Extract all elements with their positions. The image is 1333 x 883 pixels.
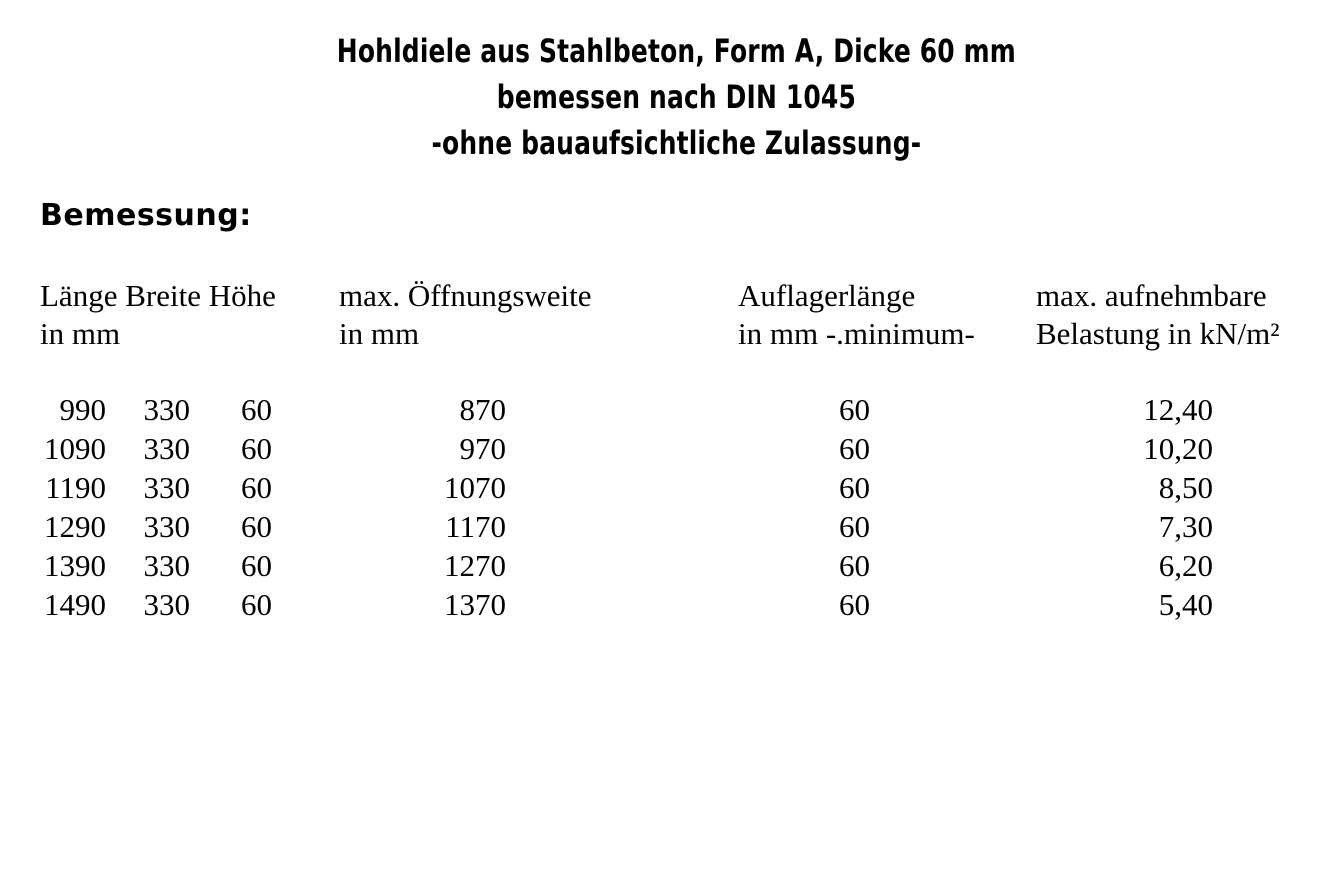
cell-width: 330 bbox=[143, 587, 190, 622]
cell-load: 7,30 bbox=[1158, 509, 1213, 544]
cell-height: 60 bbox=[241, 470, 272, 505]
title-line-2: bemessen nach DIN 1045 bbox=[496, 78, 856, 116]
title-line-3: -ohne bauaufsichtliche Zulassung- bbox=[431, 124, 922, 162]
cell-length: 1390 bbox=[44, 548, 106, 583]
header-support-length bbox=[738, 277, 975, 353]
cell-width: 330 bbox=[143, 548, 190, 583]
cell-length: 1090 bbox=[44, 431, 106, 466]
header-dimensions bbox=[40, 277, 276, 353]
cell-support: 60 bbox=[839, 392, 870, 427]
table-row bbox=[0, 469, 1333, 508]
cell-opening: 1170 bbox=[445, 509, 506, 544]
cell-height: 60 bbox=[241, 431, 272, 466]
table-row bbox=[0, 508, 1333, 547]
cell-length: 990 bbox=[59, 392, 106, 427]
header-dimensions-label: Länge Breite Höhe bbox=[40, 278, 276, 313]
cell-height: 60 bbox=[241, 392, 272, 427]
cell-length: 1490 bbox=[44, 587, 106, 622]
cell-load: 10,20 bbox=[1143, 431, 1213, 466]
cell-length: 1290 bbox=[44, 509, 106, 544]
cell-support: 60 bbox=[839, 431, 870, 466]
cell-opening: 1070 bbox=[444, 470, 506, 505]
cell-width: 330 bbox=[143, 470, 190, 505]
title-line-1: Hohldiele aus Stahlbeton, Form A, Dicke 60 mm bbox=[336, 32, 1016, 70]
cell-height: 60 bbox=[241, 587, 272, 622]
cell-support: 60 bbox=[839, 470, 870, 505]
header-support-label: Auflagerlänge bbox=[738, 278, 916, 313]
cell-width: 330 bbox=[143, 509, 190, 544]
cell-load: 5,40 bbox=[1158, 587, 1213, 622]
cell-load: 6,20 bbox=[1158, 548, 1213, 583]
table-row bbox=[0, 430, 1333, 469]
cell-height: 60 bbox=[241, 509, 272, 544]
header-opening-unit: in mm bbox=[339, 316, 420, 351]
header-load-unit: Belastung in kN/m² bbox=[1036, 316, 1280, 351]
table-row bbox=[0, 391, 1333, 430]
header-opening bbox=[339, 277, 592, 353]
cell-support: 60 bbox=[839, 509, 870, 544]
cell-width: 330 bbox=[143, 392, 190, 427]
cell-length: 1190 bbox=[45, 470, 106, 505]
header-dimensions-unit: in mm bbox=[40, 316, 121, 351]
document-title bbox=[149, 28, 1204, 166]
cell-opening: 870 bbox=[459, 392, 506, 427]
cell-load: 8,50 bbox=[1158, 470, 1213, 505]
dimension-table bbox=[0, 391, 1333, 625]
cell-width: 330 bbox=[143, 431, 190, 466]
header-support-unit: in mm -.minimum- bbox=[738, 316, 975, 351]
table-row bbox=[0, 547, 1333, 586]
header-max-load bbox=[1036, 277, 1280, 353]
cell-load: 12,40 bbox=[1143, 392, 1213, 427]
cell-height: 60 bbox=[241, 548, 272, 583]
table-row bbox=[0, 586, 1333, 625]
cell-support: 60 bbox=[839, 587, 870, 622]
header-load-label: max. aufnehmbare bbox=[1036, 278, 1267, 313]
cell-opening: 1370 bbox=[444, 587, 506, 622]
cell-opening: 1270 bbox=[444, 548, 506, 583]
cell-support: 60 bbox=[839, 548, 870, 583]
cell-opening: 970 bbox=[459, 431, 506, 466]
header-opening-label: max. Öffnungsweite bbox=[339, 278, 592, 313]
section-heading: Bemessung: bbox=[40, 198, 252, 233]
